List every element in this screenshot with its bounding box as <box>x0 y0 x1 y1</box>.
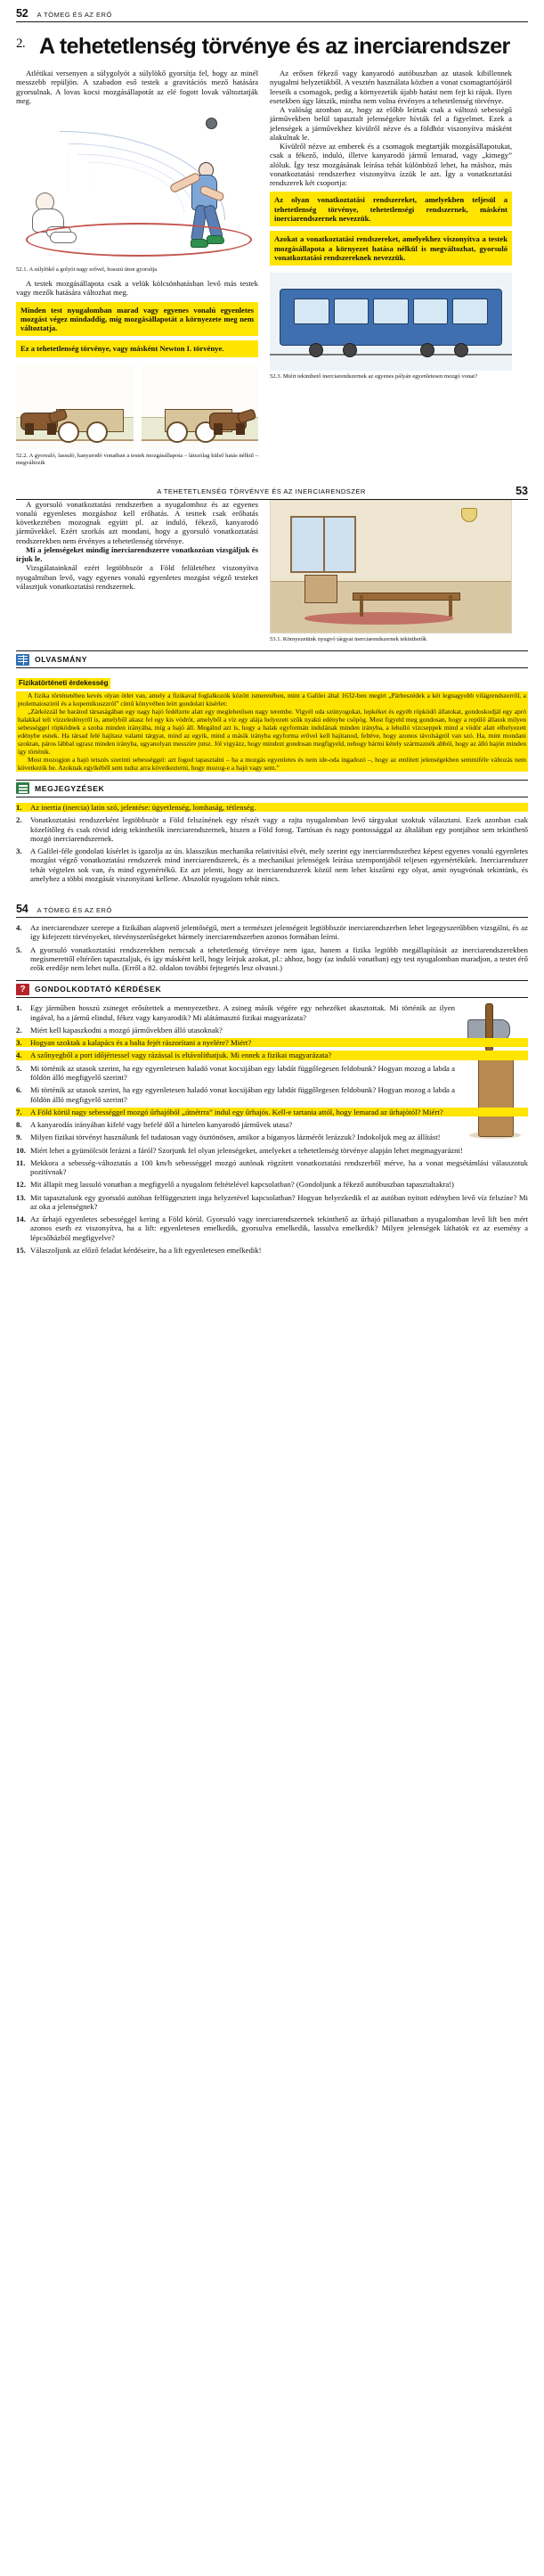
list-item-number: 2. <box>16 815 22 825</box>
highlight-box-newton-first-law: Ez a tehetetlenség törvénye, vagy másként Newton I. törvénye. <box>16 340 258 356</box>
list-item-text: A gyorsuló vonatkoztatási rendszerekben nemcsak a tehetetlenség törvénye nem igaz, hanem a fizika legtöbb megállapítását az inerciarendszerekben megismerettől eltérően tapasztaljuk, és így másként kell, hogy leírjuk azokat, pl.: ahhoz, hogy (az induló vonatban) egy test nyugalomban maradjon, a testet érő erők eredője nem lehet nulla. (Erről a 82. oldalon további fejtegetés lesz olvasni.) <box>30 945 528 973</box>
list-item-text: Az űrhajó egyenletes sebességgel kering a Föld körül. Gyorsuló vagy inerciarendszernek tekinthető az űrhajó pillanatban a nyugalomban levő lift ben mért azonos eseth ez viszonyítva, ha a lift: egyenletesen emelkedik, gyorsulva emelkedik, lassulva emelkedik? Milyen jelenségek láthatók ez az esemény a lépcsőházból megfigyelve? <box>30 1214 528 1242</box>
textbook-page-spread <box>0 7 544 1255</box>
section-banner-label: MEGJEGYZÉSEK <box>35 783 105 793</box>
questions-list <box>16 1003 528 1255</box>
figure-52-1-shotput-illustration <box>16 105 258 264</box>
running-head-title: A TÖMEG ÉS AZ ERŐ <box>37 10 112 19</box>
question-mark-icon: ? <box>16 984 29 995</box>
highlight-box-accelerating-frame-definition: Azokat a vonatkoztatási rendszereket, amelyekhez viszonyítva a testek mozgásállapota a környezet hatása nélkül is megváltozhat, gyorsuló vonatkoztatási rendszereknek nevezzük. <box>270 231 512 266</box>
list-item-text: Egy járműben hosszú zsineget erősítettek a mennyezethez. A zsineg másik végére egy nehezéket akasztottak. Mi történik az ilyen ingával, ha a jármű elindul, fékez vagy kanyarodik? Mi alátámasztó fizikai magyarázata? <box>30 1003 455 1022</box>
list-item-text: Az inerciarendszer szerepe a fizikában alapvető jelentőségű, mert a természet jelenségeit legtöbbször inerciarendszerben lehet legegyszerűbben vizsgálni, és az így kifejezett törvényeket, törvényszerűségeket bármely inerciarendszerben azonos formában leírni. <box>30 923 528 942</box>
list-item-text: Mi történik az utasok szerint, ha egy egyenletesen haladó vonat kocsijában egy labdát függőlegesen feldobunk? Hogyan mozog a labda a földön álló megfigyelő szerint? <box>30 1063 455 1083</box>
section-banner-reading <box>16 650 528 668</box>
paragraph: Atlétikai versenyen a súlygolyót a súlylökő gyorsítja fel, hogy az minél messzebb repüljön. A szabadon eső testek a gravitációs mező hatására gyorsulnak. A lovas kocsi mozgásállapotát az elé fogott lovak változtatják meg. <box>16 69 258 105</box>
page-52-column-1 <box>16 69 258 467</box>
throwing-circle <box>26 223 252 257</box>
list-item <box>16 1180 528 1189</box>
figure-52-2-group <box>16 364 258 450</box>
list-item-number: 5. <box>16 1063 22 1073</box>
list-item <box>16 1003 528 1022</box>
section-banner-questions <box>16 980 528 998</box>
list-item <box>16 1214 528 1242</box>
page-52-columns <box>16 69 528 467</box>
list-item-number: 1. <box>16 802 22 812</box>
page-53-column-1 <box>16 500 258 592</box>
list-item <box>16 1146 528 1155</box>
list-item <box>16 1133 528 1141</box>
paragraph: A testek mozgásállapota csak a velük kölcsönhatásban levő más testek vagy mezők hatására változhat meg. <box>16 278 258 298</box>
section-banner-label: OLVASMÁNY <box>35 655 88 665</box>
highlight-box-law-of-inertia: Minden test nyugalomban marad vagy egyenes vonalú egyenletes mozgást végez mindaddig, míg mozgásállapotát a környezete meg nem változtatja. <box>16 302 258 337</box>
list-item <box>16 1051 528 1059</box>
list-item <box>16 1026 528 1034</box>
figure-caption-52-1: 52.1. A súlylökő a golyót nagy erővel, hosszú úton gyorsítja <box>16 266 158 274</box>
list-item-text: Miért kell kapaszkodni a mozgó járművekben álló utasoknak? <box>30 1025 223 1034</box>
list-item-text: Az inertia (inercia) latin szó, jelentése: ügyetlenség, lomhaság, tétlenség. <box>30 802 256 812</box>
list-item-number: 15. <box>16 1246 26 1255</box>
list-item-text: Hogyan szoktak a kalapács és a balta fejét rászorítani a nyelére? Miért? <box>30 1038 252 1048</box>
figure-caption-52-2: 52.2. A gyorsuló, lassuló, kanyarodó vonatban a testek mozgásállapota – látszólag külső hatás nélkül – megváltozik <box>16 452 258 466</box>
figure-52-3-train <box>270 273 512 371</box>
list-item-text: Vonatkoztatási rendszerként legtöbbször a Föld felszínének egy részét vagy a rajta nyugalomban levő tárgyakat szoktuk választani. Ezek azonban csak közelítőleg és csak rövid ideig tekinthetők inerciarendszernek, hiszen a Föld forog. Tartósan és nagy pontossággal az általában egy pontjához sem tekinthető mozgó inerciarendszernek. <box>30 815 528 843</box>
list-item-number: 4. <box>16 1051 22 1060</box>
list-item-number: 2. <box>16 1025 22 1034</box>
notes-icon <box>16 782 29 794</box>
figure-53-1-room <box>270 500 512 634</box>
list-item-number: 3. <box>16 846 22 856</box>
list-item-text: A Föld körül nagy sebességgel mozgó űrhajóból „útnétrra” indul egy űrhajós. Kell-e tartania attól, hogy lemarad az űrhajótól? Miért? <box>30 1107 443 1116</box>
list-item-number: 14. <box>16 1214 26 1224</box>
paragraph: A fizika történetében kevés olyan ötlet van, amely a fizikaval foglalkozók között ismeretében, mint a Galilei által 1632-ben megírt „Párbeszédek a két legnagyobb világrendszerről, a ptolemaiosziról és a kopernikuszzról” című könyvében leírt gondolati kísérlet: <box>18 691 526 707</box>
list-item <box>16 1108 528 1116</box>
reading-subhead: Fizikatörténeti érdekesség <box>16 678 110 689</box>
list-item-text: Miért lehet a gyümölcsöt lerázni a fáról? Szorjunk fel olyan jelenségeket, amelyeket a tehetetlenség törvénye alapján lehet megmagyarázni! <box>30 1145 463 1155</box>
page-54 <box>0 903 544 1255</box>
paragraph-bold-statement: Mi a jelenségeket mindig inerciarendszerre vonatkozóan vizsgáljuk és írjuk le. <box>16 544 258 564</box>
figure-52-2a-cart <box>16 364 134 450</box>
page-53-column-2 <box>270 500 512 643</box>
book-icon <box>16 654 29 666</box>
list-item <box>16 1246 528 1255</box>
list-item <box>16 1158 528 1177</box>
list-item-number: 10. <box>16 1145 26 1155</box>
paragraph: A gyorsuló vonatkoztatási rendszerben a nyugalomhoz és az egyenes vonalú egyenletes mozgáshoz kell erőhatás. A testtek csak erőhatás következtében mozognak együtt pl. az induló, fékező, kanyarodó járművekkel. Ezért szorkás azt mondani, hogy a gyorsuló vonatkoztatási rendszerekben nem érvényes a tehetetlenség törvénye. <box>16 499 258 545</box>
shot-ball <box>206 118 217 129</box>
paragraph: Az erősen fékező vagy kanyarodó autóbuszban az utasok kibillennek nyugalmi helyzetükből. A vesztén használata közben a vonat csomagtartójáról leeseik a csomagok, pedig a környezetük újabb hatást nem fejt ki rájuk. Ilyen esetekben úgy látszik, mintha nem volna érvényes a tehetetlenség törvénye. <box>270 69 512 105</box>
remarks-continued-list <box>16 923 528 972</box>
list-item-text: Válaszoljunk az előző feladat kérdéseire, ha a lift egyenletesen emelkedik! <box>30 1246 262 1255</box>
list-item-text: Mekkora a sebesség-változtatás a 100 km/h sebességgel mozgó autónak rögzített vonatkoztatási rendszerből mérve, ha a vonat megsétámlási válasszotuk pozitívnak? <box>30 1157 528 1177</box>
page-52-column-2 <box>270 69 512 380</box>
list-item <box>16 1064 528 1083</box>
list-item-text: A Galilei-féle gondolati kísérlet is igazolja az ún. klasszikus mechanika relativitási elvét, mely szerint egy inerciarendszerhez képest egyenes vonalú egyenletes mozgást végző vonatkoztatási rendszerek mind inerciarendszerek, és a mechanikai jelenségek leírása szempontjából teljesen egyenértékűek. Inerciarendszer tehát végtelen sok van, és mind egyenértékű. Ez azt jelenti, hogy az inerciarendszerek közül nem lehet kiszűrni egy olyat, amit nyugvónak tekintünk, és amelyhez a többi mozgását viszonyítani kellene. Abszolút nyugalom tehát nincs. <box>30 846 528 883</box>
paragraph: Kívülről nézve az emberek és a csomagok megtartják mozgásállapotukat, csak a fékező, induló, illetve kanyarodó jármű lemarad, vagy „kimegy” alóluk. Így tesz mozgásának leírása tehát különböző lehet, ha máshoz, más vonatkoztatási rendszerhez viszonyítva ízzük le azt. Így a vonatkoztatási rendszerek két csoportja: <box>270 142 512 188</box>
list-item <box>16 846 528 883</box>
list-item <box>16 1038 528 1047</box>
list-item-text: Mit állapít meg lassuló vonatban a megfigyelő a nyugalom feltételével kapcsolatban? (Gondoljunk a fékező autóbuszban tapasztaltakra!) <box>30 1180 454 1190</box>
list-item-number: 1. <box>16 1003 22 1013</box>
list-item-number: 8. <box>16 1120 22 1130</box>
list-item <box>16 803 528 812</box>
list-item <box>16 1085 528 1104</box>
figure-caption-52-3: 52.3. Miért tekinthető inerciarendszernek az egyenes pályán egyenletesen mozgó vonat? <box>270 373 478 380</box>
page-52 <box>0 7 544 467</box>
paragraph: „Zárkózzál be barátod társaságában egy nagy hajó fedélzete alatt egy meglehetősen nagy terembe. Vigyél oda szúnyogokat, lepkéket és egyéb röpködő állatokat, gondoskodjál egy apró halakkal teli vízzeledényről is, amelyből akasz fel egy kis vödröt, amelyből a víz egy alája helyezett szűk nyakú edénybe csöpög. Most figyeld meg gondosan, hogy a repülő állatok milyen sebességgel röpködnek a szoba minden irányába, míg a hajó áll. Megálnd azt is, hogy a halak egyformán indulának minden irányba, a lehulló vízcseppek mind a vödör alatt elhelyezett edénybe esnek. Ha társad felé hajítasz valami tárgyat, mind az egyik, mind a másik irányba egyforma erővel kell hajítanod, feltéve, hogy azonos távolságról van szó. Ha, mint mondani szoktan, páros lábbal ugrasz minden irányba, ugyanolyan messzire jutsz. Jól vigyázz, hogy mindezt gondosan megfigyeld, nehogy bármi kétely származnék abból, hogy az álló hajón minden így történik. <box>18 707 526 756</box>
list-item-number: 3. <box>16 1038 22 1048</box>
list-item-number: 11. <box>16 1157 26 1167</box>
remarks-list <box>16 803 528 883</box>
reading-body <box>16 691 528 772</box>
list-item-text: A szőnyegből a port időjértessel vagy rázással is eltávolíthatjuk. Mi ennek a fizikai magyarázata? <box>30 1051 332 1060</box>
list-item-number: 12. <box>16 1180 26 1190</box>
list-item-text: Mi történik az utasok szerint, ha egy egyenletesen haladó vonat kocsijában egy labdát függőlegesen feldobunk? Hogyan mozog a labda a földön álló megfigyelő szerint? <box>30 1085 455 1104</box>
list-item-text: A kanyarodás irányában kifelé vagy befelé dől a hirtelen kanyarodó járművek utasa? <box>30 1120 293 1130</box>
list-item <box>16 923 528 942</box>
page-number: 54 <box>16 903 28 916</box>
list-item <box>16 1193 528 1212</box>
figure-caption-53-1: 53.1. Környezetünk nyugvó tárgyai inerciarendszernek tekinthetők <box>270 635 427 642</box>
page-53-columns <box>16 500 528 643</box>
running-head-54 <box>16 903 528 918</box>
list-item <box>16 815 528 843</box>
chapter-number: 2. <box>16 37 26 51</box>
list-item <box>16 945 528 973</box>
list-item-text: Mit tapasztalunk egy gyorsuló autóban felfüggesztett inga helyzetével kapcsolatban? Hogyan helyezkedik el az autóban nyitott edényben levő víz felszíne? Mi az oka a jelenségnek? <box>30 1192 528 1211</box>
chapter-title: A tehetetlenség törvénye és az inerciarendszer <box>39 34 510 59</box>
page-53 <box>0 485 544 884</box>
list-item-number: 6. <box>16 1085 22 1095</box>
list-item-text: Milyen fizikai törvényt használunk fel tudatosan vagy ösztönösen, amikor a bíganyos lázmérőt lerázzuk? Indokoljuk meg az állítást! <box>30 1133 441 1142</box>
list-item-number: 7. <box>16 1107 22 1116</box>
list-item-number: 9. <box>16 1133 22 1142</box>
paragraph: A valóság azonban az, hogy az előbb leírtak csak a változó sebességű járművekben belül tapasztalt jelenségekre hívták fel a figyelmet. Ezek a jelenségek a járművekhez kívülről nézve és a földhöz viszonyítva másként alakulnak le. <box>270 105 512 142</box>
paragraph: Vizsgálatainknál ezért legtöbbször a Föld felületéhez viszonyítva nyugalmiban levő, vagy egyenes vonalú egyenletes mozgást végző testeket választjuk vonatkoztatási rendszernek. <box>16 563 258 591</box>
running-head-53 <box>16 485 528 500</box>
running-head-title: A TÖMEG ÉS AZ ERŐ <box>37 905 112 914</box>
list-item <box>16 1120 528 1129</box>
list-item-number: 4. <box>16 923 22 933</box>
page-title <box>16 35 528 58</box>
list-item-number: 13. <box>16 1192 26 1202</box>
section-banner-remarks <box>16 780 528 797</box>
running-head-52 <box>16 7 528 22</box>
list-item-number: 5. <box>16 945 22 954</box>
paragraph: Most mozogjon a hajó tetszés szerinti sebességgel: azt fogod tapasztalni – ha a mozgás egyenletes és nem ide-oda ingadozó –, hogy az említett jelenségekben semmiféle változás nem következik be. Azoknak egyikéből sem tudsz arra következtetni, hogy mozog-e a hajó vagy sem.” <box>18 755 526 772</box>
page-number: 53 <box>516 484 528 497</box>
page-number: 52 <box>16 7 28 20</box>
highlight-box-inertial-frame-definition: Az olyan vonatkoztatási rendszereket, amelyekben teljesül a tehetetlenség törvénye, tehetetlenségi rendszernek, másként inerciarendszernek nevezzük. <box>270 192 512 226</box>
section-banner-label: GONDOLKODTATÓ KÉRDÉSEK <box>35 985 162 994</box>
running-head-title: A TEHETETLENSÉG TÖRVÉNYE ÉS AZ INERCIARENDSZER <box>157 487 366 496</box>
figure-52-2b-cart <box>142 364 259 450</box>
